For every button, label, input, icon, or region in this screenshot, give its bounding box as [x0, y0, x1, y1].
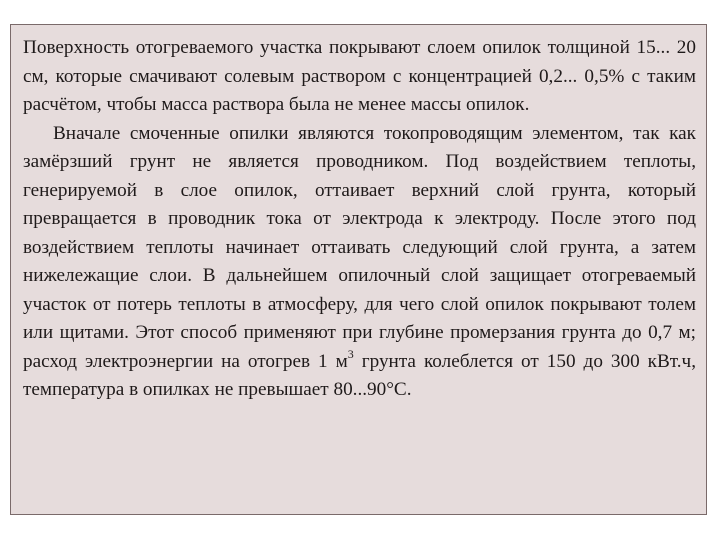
paragraph-heating-process — [23, 120, 696, 405]
paragraph-text-end: грунта колеблется от 150 до 300 кВт.ч, температура в опилках не превышает 80...90°С. — [23, 350, 696, 400]
text-panel — [10, 24, 707, 515]
paragraph-sawdust-layer: Поверхность отогреваемого участка покрывают слоем опилок толщиной 15... 20 см, которые смачивают солевым раствором с концентрацией 0,2... 0,5% с таким расчётом, чтобы масса раствора была не менее массы опилок. — [23, 37, 696, 115]
paragraph-text: Вначале смоченные опилки являются токопроводящим элементом, так как замёрзший грунт не является проводником. Под воздействием теплоты, генерируемой в слое опилок, оттаивает верхний слой грунта, который превращается в проводник тока от электрода к электроду. После этого под воздействием теплоты начинает оттаивать следующий слой грунта, а затем нижележащие слои. В дальнейшем опилочный слой защищает отогреваемый участок от потерь теплоты в атмосферу, для чего слой опилок покрывают толем или щитами. Этот способ применяют при глубине промерзания грунта до 0,7 м; расход электроэнергии на отогрев 1 м — [23, 122, 696, 372]
cubic-superscript: 3 — [347, 347, 354, 362]
